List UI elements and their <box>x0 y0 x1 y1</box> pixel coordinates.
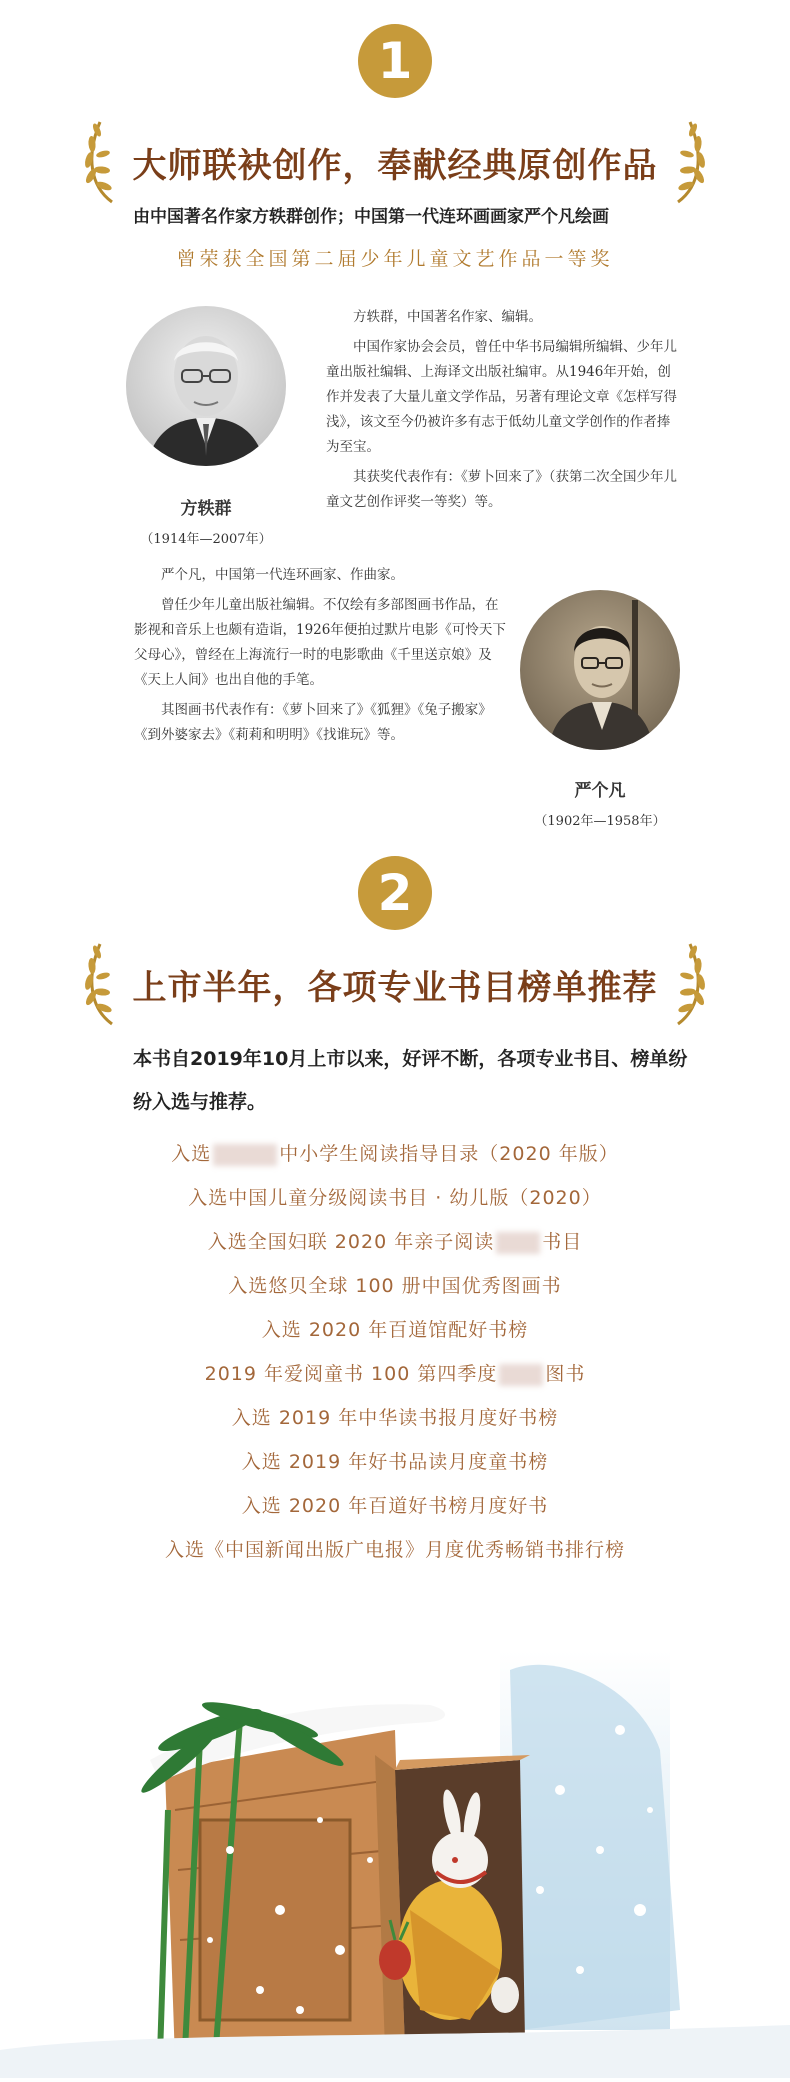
list-item: 入选 2019 年好书品读月度童书榜 <box>241 1451 549 1473</box>
list-item: 入选《中国新闻出版广电报》月度优秀畅销书排行榜 <box>164 1539 625 1561</box>
illustrator-name: 严个凡 <box>574 781 626 801</box>
section1-heading: 大师联袂创作，奉献经典原创作品 <box>132 146 658 186</box>
author-bio-paragraph: 其获奖代表作有：《萝卜回来了》（获第二次全国少年儿童文艺创作评奖一等奖）等。 <box>326 469 677 510</box>
list-item: 入选 2020 年百道好书榜月度好书 <box>241 1495 549 1517</box>
section1-award: 曾荣获全国第二届少年儿童文艺作品一等奖 <box>176 248 614 270</box>
author-portrait <box>126 306 286 466</box>
section1-intro: 由中国著名作家方轶群创作；中国第一代连环画画家严个凡绘画 <box>133 207 609 227</box>
blurred-text <box>499 1364 543 1386</box>
laurel-right-icon <box>670 116 708 206</box>
illustrator-portrait <box>520 590 680 750</box>
illustrator-bio-paragraph: 严个凡，中国第一代连环画家、作曲家。 <box>161 567 404 583</box>
section2-number-badge: 2 <box>358 856 432 930</box>
author-name: 方轶群 <box>180 499 232 519</box>
blurred-text <box>496 1232 540 1254</box>
section1-number-badge: 1 <box>358 24 432 98</box>
illustrator-dates: （1902年—1958年） <box>534 814 666 829</box>
section2-heading: 上市半年，各项专业书目榜单推荐 <box>132 968 658 1008</box>
snow-rabbit-illustration <box>0 1610 790 2078</box>
list-item: 入选中国儿童分级阅读书目 · 幼儿版（2020） <box>188 1187 602 1209</box>
blurred-text <box>213 1144 277 1166</box>
laurel-right-icon <box>670 938 708 1028</box>
list-item: 入选 中小学生阅读指导目录（2020 年版） <box>171 1143 619 1165</box>
recommendation-list <box>0 1132 790 1572</box>
illustrator-bio-paragraph: 曾任少年儿童出版社编辑。不仅绘有多部图画书作品，在影视和音乐上也颇有造诣，1926年便拍过默片电影《可怜天下父母心》，曾经在上海流行一时的电影歌曲《千里送京娘》及《天上人间》也出自他的手笔。 <box>134 597 506 688</box>
list-item: 入选悠贝全球 100 册中国优秀图画书 <box>228 1275 562 1297</box>
author-dates: （1914年—2007年） <box>140 532 272 547</box>
section2-heading-block <box>0 938 790 1028</box>
section1-heading-block <box>0 116 790 206</box>
illustrator-bio-paragraph: 其图画书代表作有：《萝卜回来了》《狐狸》《兔子搬家》《到外婆家去》《莉莉和明明》《找谁玩》等。 <box>134 702 492 743</box>
author-bio <box>326 305 682 520</box>
illustrator-bio <box>134 563 506 753</box>
author-bio-paragraph: 中国作家协会会员，曾任中华书局编辑所编辑、少年儿童出版社编辑、上海译文出版社编审。从1946年开始，创作并发表了大量儿童文学作品，另著有理论文章《怎样写得浅》，该文至今仍被许多有志于低幼儿童文学创作的作者捧为至宝。 <box>326 339 677 455</box>
list-item: 入选全国妇联 2020 年亲子阅读 书目 <box>207 1231 583 1253</box>
list-item: 入选 2020 年百道馆配好书榜 <box>261 1319 529 1341</box>
list-item: 入选 2019 年中华读书报月度好书榜 <box>231 1407 559 1429</box>
author-bio-paragraph: 方轶群，中国著名作家、编辑。 <box>353 309 542 325</box>
section2-intro: 本书自2019年10月上市以来，好评不断，各项专业书目、榜单纷纷入选与推荐。 <box>133 1048 688 1113</box>
list-item: 2019 年爱阅童书 100 第四季度 图书 <box>204 1363 586 1385</box>
